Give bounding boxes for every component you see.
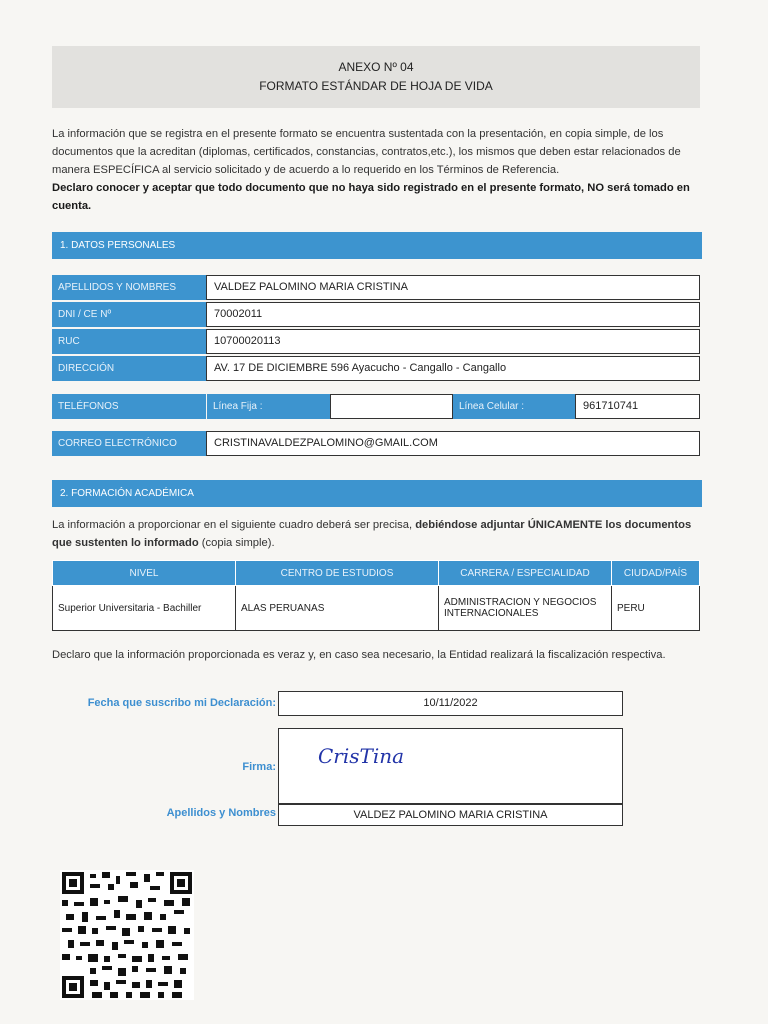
- cell-centro: ALAS PERUANAS: [236, 586, 439, 631]
- cell-nivel: Superior Universitaria - Bachiller: [53, 586, 236, 631]
- row-ruc: [52, 329, 700, 354]
- field-direccion: AV. 17 DE DICIEMBRE 596 Ayacucho - Cangallo - Cangallo: [206, 356, 700, 381]
- fecha-field: 10/11/2022: [278, 691, 623, 716]
- academic-note-text: La información a proporcionar en el siguiente cuadro deberá ser precisa,: [52, 519, 416, 531]
- field-linea-fija: [330, 394, 453, 419]
- label-linea-fija: Línea Fija :: [207, 394, 330, 419]
- col-header-nivel: NIVEL: [53, 561, 236, 586]
- section-academic-header: 2. FORMACIÓN ACADÉMICA: [52, 480, 702, 507]
- label-correo: CORREO ELECTRÓNICO: [52, 431, 206, 456]
- intro-text: [52, 125, 702, 215]
- label-ruc: RUC: [52, 329, 206, 354]
- field-dni: 70002011: [206, 302, 700, 327]
- row-dni: [52, 302, 700, 327]
- col-header-ciudad: CIUDAD/PAÍS: [612, 561, 700, 586]
- fecha-label: Fecha que suscribo mi Declaración:: [87, 697, 276, 709]
- label-direccion: DIRECCIÓN: [52, 356, 206, 381]
- col-header-centro: CENTRO DE ESTUDIOS: [236, 561, 439, 586]
- label-nombres: APELLIDOS Y NOMBRES: [52, 275, 206, 300]
- academic-note: [52, 516, 702, 552]
- section-personal-header: 1. DATOS PERSONALES: [52, 232, 702, 259]
- row-correo: [52, 431, 700, 456]
- firma-label: Firma:: [242, 761, 276, 773]
- label-dni: DNI / CE Nº: [52, 302, 206, 327]
- signature: CrisTina: [318, 744, 405, 768]
- declaration-text: Declaro que la información proporcionada es veraz y, en caso sea necesario, la Entidad realizará la fiscalización respectiva.: [52, 649, 666, 661]
- field-nombres: VALDEZ PALOMINO MARIA CRISTINA: [206, 275, 700, 300]
- document-title: ANEXO Nº 04: [338, 60, 414, 74]
- table-header-row: [53, 561, 700, 586]
- row-telefonos: [52, 394, 700, 419]
- intro-paragraph: La información que se registra en el presente formato se encuentra sustentada con la presentación, en copia simple, de los documentos que la acreditan (diplomas, certificados, constancias, contratos,etc.), los mismos que deben estar relacionados de manera ESPECÍFICA al servicio solicitado y de acuerdo a lo requerido en los Términos de Referencia.: [52, 128, 681, 176]
- cell-ciudad: PERU: [612, 586, 700, 631]
- document-subtitle: FORMATO ESTÁNDAR DE HOJA DE VIDA: [259, 79, 493, 93]
- field-correo: CRISTINAVALDEZPALOMINO@GMAIL.COM: [206, 431, 700, 456]
- field-ruc: 10700020113: [206, 329, 700, 354]
- row-direccion: [52, 356, 700, 381]
- row-nombres: [52, 275, 700, 300]
- document-header: [52, 46, 700, 108]
- intro-warning: Declaro conocer y aceptar que todo documento que no haya sido registrado en el presente formato, NO será tomado en cuenta.: [52, 182, 690, 212]
- academic-table: [52, 560, 700, 631]
- academic-note-tail: (copia simple).: [198, 537, 275, 549]
- qr-code-icon: [60, 870, 194, 1000]
- cell-carrera: ADMINISTRACION Y NEGOCIOS INTERNACIONALES: [439, 586, 612, 631]
- col-header-carrera: CARRERA / ESPECIALIDAD: [439, 561, 612, 586]
- nombres-firma-field: VALDEZ PALOMINO MARIA CRISTINA: [278, 804, 623, 826]
- table-row: [53, 586, 700, 631]
- label-telefonos: TELÉFONOS: [52, 394, 206, 419]
- academic-note-bold: debiéndose adjuntar ÚNICAMENTE los documentos que sustenten lo informado: [52, 519, 692, 549]
- field-linea-celular: 961710741: [575, 394, 700, 419]
- nombres-firma-label: Apellidos y Nombres: [166, 807, 276, 819]
- label-linea-celular: Línea Celular :: [453, 394, 575, 419]
